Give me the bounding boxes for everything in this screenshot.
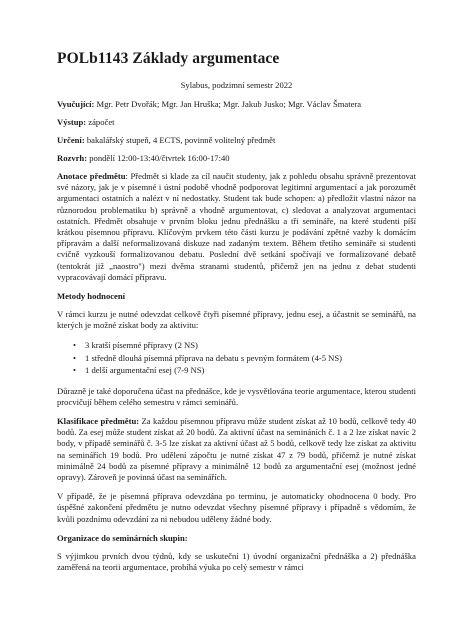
list-item-text: 1 středně dlouhá písemná příprava na debatu s pevným formátem (4-5 NS) [85, 352, 343, 363]
assessment-list [57, 339, 416, 376]
list-item [73, 339, 416, 351]
meta-output [57, 117, 416, 128]
meta-schedule [57, 153, 416, 164]
schedule-value: pondělí 12:00-13:40/čtvrtek 16:00-17:40 [87, 153, 230, 163]
scope-value: bakalářský stupeň, 4 ECTS, povinně volitelný předmět [84, 135, 276, 145]
annotation-text: : Předmět si klade za cíl naučit studenty, jak z pohledu obsahu správně prezentovat své názory, jak je v písemné i ústní podobě vhodně podporovat legitimní argumentací a jak porozumět argumentaci ostatních a nalézt v ní nedostatky. Student tak bude schopen: a) předložit vlastní názor na různorodou problematiku b) správně a vhodně argumentovat, c) sledovat a analyzovat argumentaci ostatních. Předmět obsahuje v prvním bloku jednu přednášku a tři semináře, na které studenti píší krátkou písemnou přípravu. Klíčovým prvkem této části kurzu je podávání zpětné vazby k domácím přípravám a další neformalizovaná diskuze nad zadaným textem. Během třetího semináře si studenti cvičně vyzkouší formalizovanou debatu. Poslední dvě setkání spočívají ve formalizované debatě (tentokrát již „naostro") mezi dvěma stranami studentů, přičemž jen na jednu z debat studenti vypracovávají domácí přípravu. [57, 171, 416, 282]
output-label: Výstup: [57, 117, 87, 127]
assessment-intro: V rámci kurzu je nutné odevzdat celkově čtyři písemné přípravy, jednu esej, a účastnit se seminářů, na kterých je možné získat body za aktivitu: [57, 309, 416, 331]
output-value: zápočet [86, 117, 115, 127]
scope-label: Určení: [57, 135, 85, 145]
assessment-heading: Metody hodnocení [57, 291, 126, 302]
bullet-icon: • [73, 340, 77, 351]
seminars-heading: Organizace do seminárních skupin: [57, 532, 188, 543]
classification-paragraph [57, 416, 416, 483]
schedule-label: Rozvrh: [57, 153, 88, 163]
classification-text: Za každou písemnou přípravu může student získat až 10 bodů, celkově tedy 40 bodů. Za esej může student získat až 20 bodů. Za aktivní účast na semináních č. 1 a 2 lze získat navíc 2 body, v případě seminářů č. 3-5 lze získat za aktivní účast až 5 bodů, celkově tedy lze získat za aktivitu na seminářích 19 bodů. Pro udělení zápočtu je nutné získat 47 z 79 bodů, přičemž je nutné získat minimálně 24 bodů za písemné přípravy a minimálně 12 bodů za argumentační esej (možnost jedné opravy). Zároveň je povinná účast na seminářích. [57, 416, 416, 483]
classification-label: Klasifikace předmětu: [57, 416, 140, 427]
list-item-text: 3 kratší písemné přípravy (2 NS) [85, 340, 198, 351]
lecture-note: Důrazně je také doporučena účast na přednášce, kde je vysvětlována teorie argumentace, kterou studenti procvičují během celého semestru v rámci seminářů. [57, 385, 416, 407]
teachers-label: Vyučující: [57, 99, 95, 109]
seminars-paragraph: S výjimkou prvních dvou týdnů, kdy se uskuteční 1) úvodní organizační přednáška a 2) přednáška zaměřená na teorii argumentace, probíhá výuka po celý semestr v rámci [57, 550, 416, 573]
annotation-label: Anotace předmětu [57, 171, 126, 181]
annotation-paragraph [57, 171, 416, 283]
teachers-value: Mgr. Petr Dvořák; Mgr. Jan Hruška; Mgr. Jakub Jusko; Mgr. Václav Šmatera [94, 99, 362, 109]
meta-teachers [57, 99, 416, 110]
bullet-icon: • [73, 352, 77, 363]
document-subtitle: Sylabus, podzimní semestr 2022 [180, 80, 293, 90]
bullet-icon: • [73, 365, 77, 376]
document-title: POLb1143 Základy argumentace [57, 50, 280, 67]
meta-scope [57, 135, 416, 146]
list-item-text: 1 delší argumentační esej (7-9 NS) [85, 365, 205, 376]
late-submission-note: V případě, že je písemná příprava odevzdána po terminu, je automaticky ohodnocena 0 body. Pro úspěšné zakončení předmětu je nutno odevzdat všechny písemné přípravy i případně s vědomím, že kvůli pozdnímu odevzdání za ni nebudou uděleny žádné body. [57, 491, 416, 524]
list-item [73, 364, 416, 376]
list-item [73, 352, 416, 364]
